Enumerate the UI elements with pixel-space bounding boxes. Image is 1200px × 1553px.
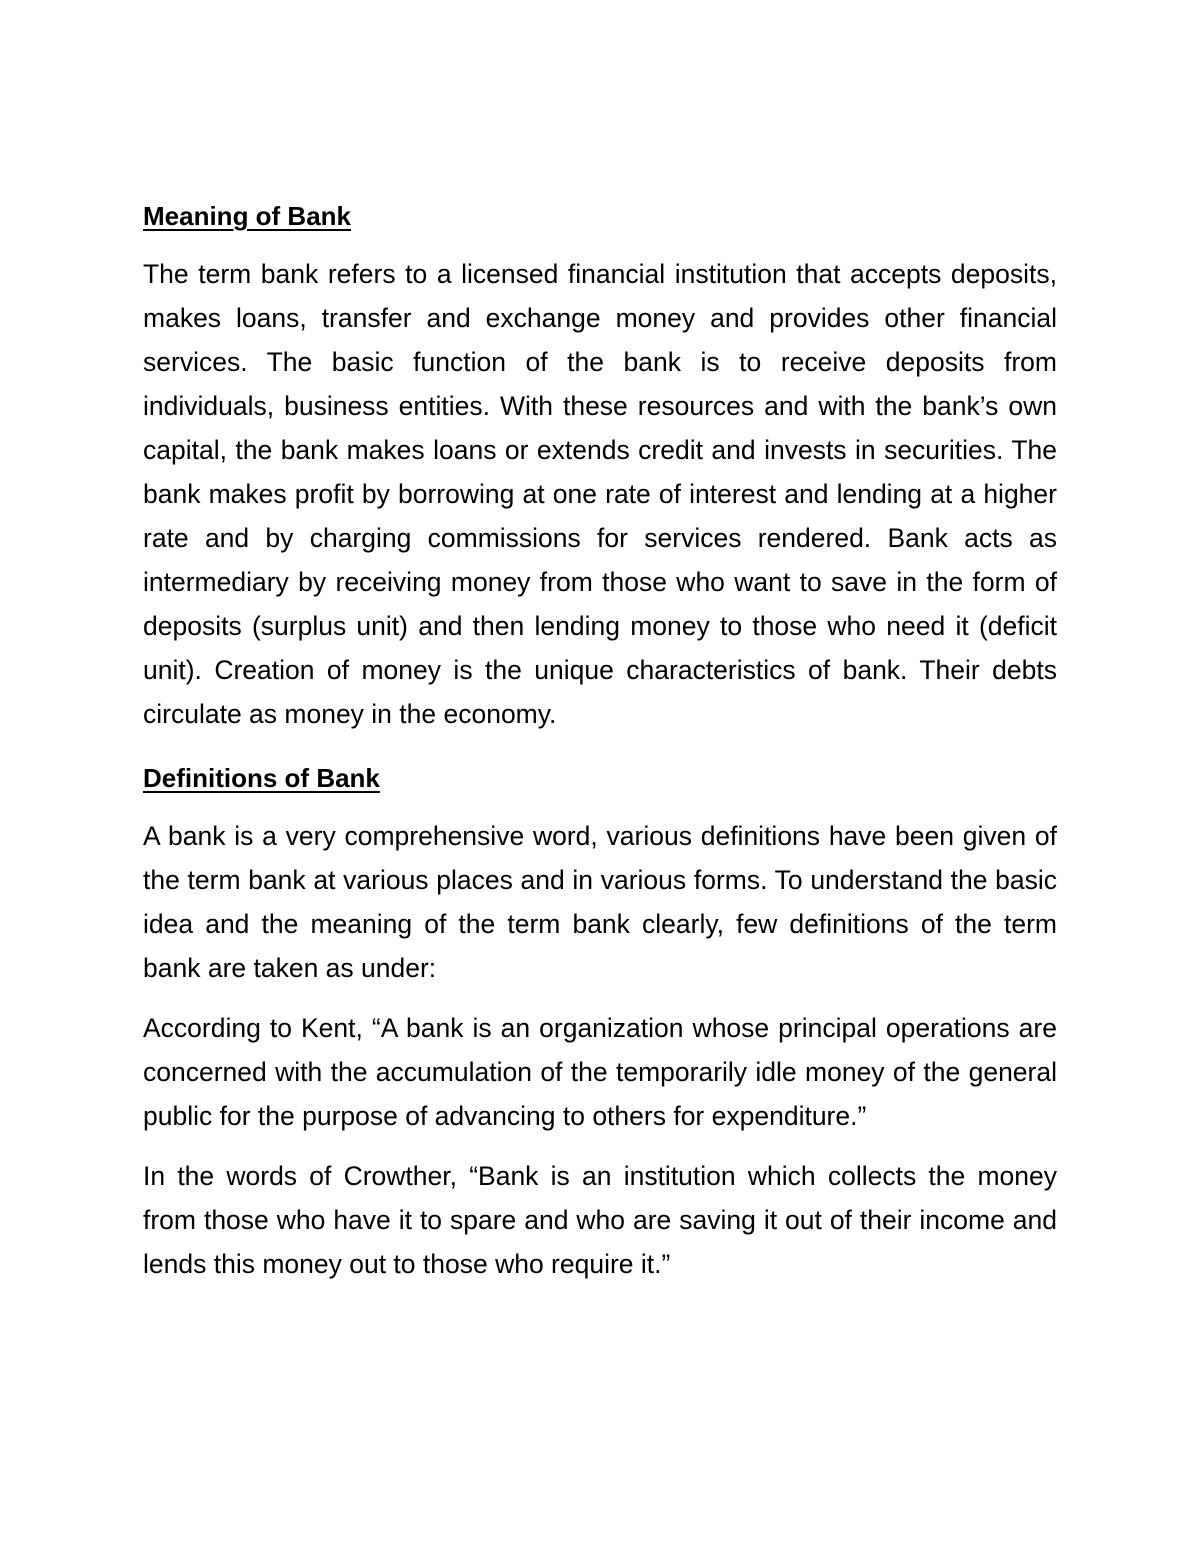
section-heading-definitions: Definitions of Bank [143, 763, 380, 793]
section-heading-meaning: Meaning of Bank [143, 201, 352, 231]
crowther-definition-paragraph: In the words of Crowther, “Bank is an institution which collects the money from those who have it to spare and who are saving it out of their income and lends this money out to those who require it.” [143, 1161, 1057, 1279]
kent-definition-paragraph: According to Kent, “A bank is an organization whose principal operations are concerned with the accumulation of the temporarily idle money of the general public for the purpose of advancing to others for expenditure.” [143, 1013, 1057, 1131]
definitions-intro-paragraph: A bank is a very comprehensive word, various definitions have been given of the term bank at various places and in various forms. To understand the basic idea and the meaning of the term bank clearly, few definitions of the term bank are taken as under: [143, 821, 1057, 983]
meaning-paragraph: The term bank refers to a licensed financial institution that accepts deposits, makes loans, transfer and exchange money and provides other financial services. The basic function of the bank is to receive deposits from individuals, business entities. With these resources and with the bank’s own capital, the bank makes loans or extends credit and invests in securities. The bank makes profit by borrowing at one rate of interest and lending at a higher rate and by charging commissions for services rendered. Bank acts as intermediary by receiving money from those who want to save in the form of deposits (surplus unit) and then lending money to those who need it (deficit unit). Creation of money is the unique characteristics of bank. Their debts circulate as money in the economy. [143, 259, 1057, 729]
document-page [143, 194, 1057, 1302]
